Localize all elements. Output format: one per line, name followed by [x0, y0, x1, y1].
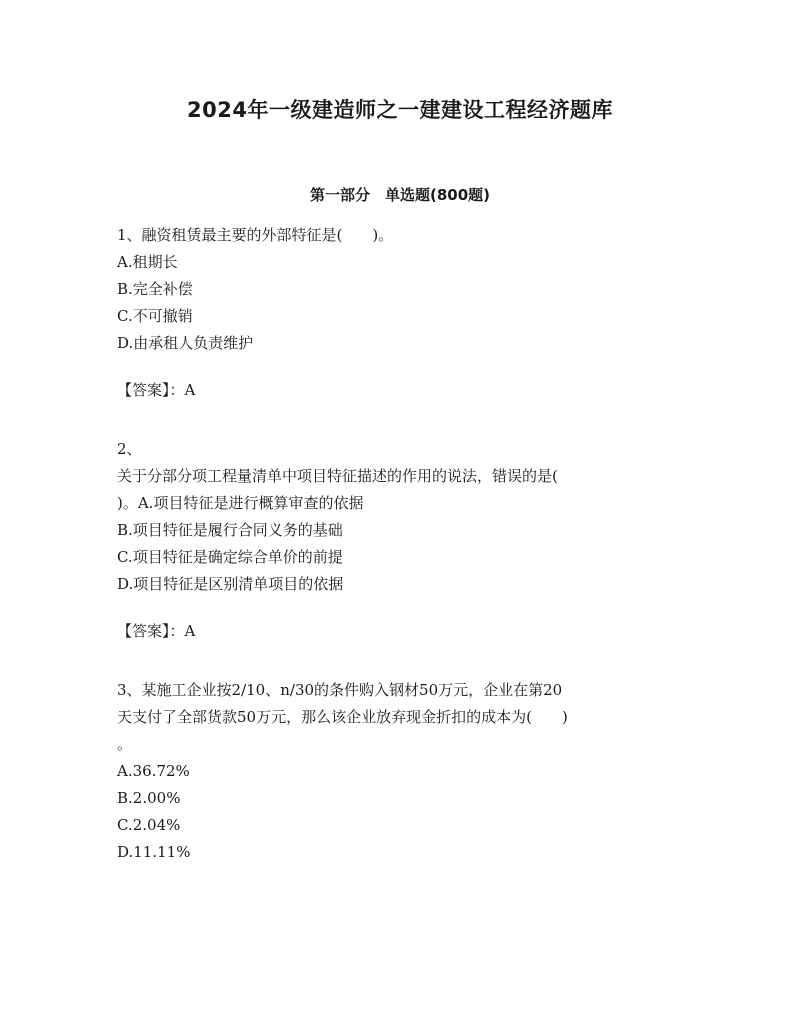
question-3 [117, 677, 687, 866]
option-b: B.2.00% [117, 789, 181, 807]
document-title: 2024年一级建造师之一建建设工程经济题库 [187, 98, 613, 122]
answer-text: 【答案】：A [117, 381, 196, 399]
question-stem-continued: )。A.项目特征是进行概算审查的依据 [117, 494, 364, 512]
option-d: D.由承租人负责维护 [117, 334, 254, 352]
option-c: C.不可撤销 [117, 307, 193, 325]
option-b: B.项目特征是履行合同义务的基础 [117, 521, 343, 539]
option-b: B.完全补偿 [117, 280, 193, 298]
question-stem-continued: 天支付了全部货款50万元，那么该企业放弃现金折扣的成本为( ) [117, 708, 568, 726]
question-stem-end: 。 [117, 735, 133, 753]
question-number: 2、 [117, 440, 142, 458]
question-stem: 3、某施工企业按2/10、n/30的条件购入钢材50万元，企业在第20 [117, 681, 563, 699]
option-d: D.11.11% [117, 843, 191, 861]
option-a: A.36.72% [117, 762, 190, 780]
option-a: A.租期长 [117, 253, 178, 271]
question-stem: 关于分部分项工程量清单中项目特征描述的作用的说法，错误的是( [117, 467, 558, 485]
section-heading: 第一部分 单选题(800题) [309, 186, 491, 204]
option-c: C.2.04% [117, 816, 181, 834]
question-stem: 1、融资租赁最主要的外部特征是( )。 [117, 226, 394, 244]
option-d: D.项目特征是区别清单项目的依据 [117, 575, 344, 593]
question-1 [117, 222, 687, 404]
option-c: C.项目特征是确定综合单价的前提 [117, 548, 343, 566]
answer-text: 【答案】：A [117, 622, 196, 640]
question-2 [117, 436, 687, 645]
question-list [117, 222, 687, 866]
